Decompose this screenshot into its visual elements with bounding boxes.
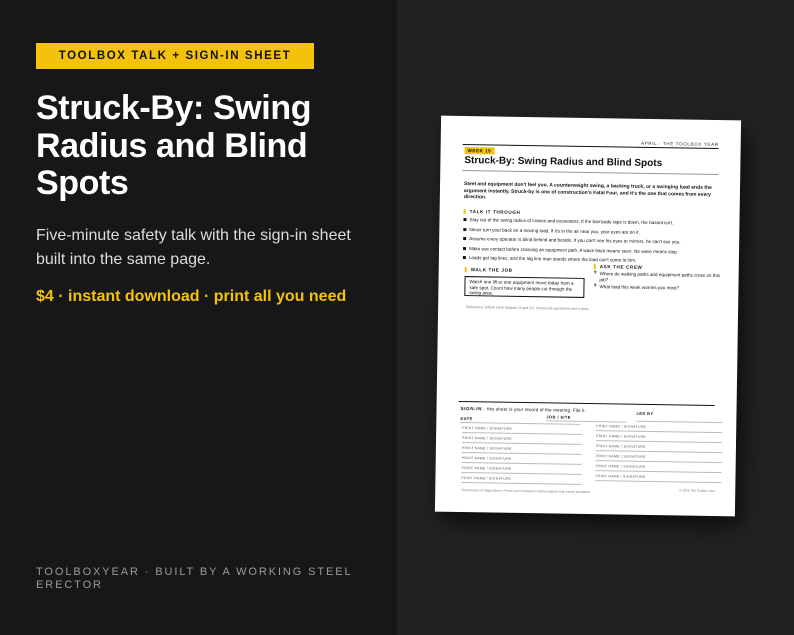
signature-line <box>596 450 722 453</box>
col-job: JOB / SITE <box>546 414 571 420</box>
signature-line <box>462 442 582 445</box>
sheet-preview <box>435 116 741 517</box>
promo-title: Struck-By: Swing Radius and Blind Spots <box>36 89 312 202</box>
signature-slot: PRINT NAME / SIGNATURE <box>462 436 512 441</box>
signature-slot: PRINT NAME / SIGNATURE <box>595 444 646 449</box>
walk-heading: WALK THE JOB <box>465 267 513 273</box>
talk-item: Loads get tag lines, and the tag line man stands where the load can't come to him. <box>463 255 725 264</box>
signin-heading <box>460 406 585 413</box>
col-date: DATE <box>460 416 473 422</box>
signature-line <box>462 432 582 435</box>
signin-rule <box>459 401 715 406</box>
talk-item: Stay out of the swing radius of cranes and excavators. If the barricade tape is down, the hazard isn't. <box>463 217 725 226</box>
signature-line <box>596 430 722 433</box>
ask-item: ? What load this week worries you most? <box>593 284 723 292</box>
signature-slot: PRINT NAME / SIGNATURE <box>596 434 646 439</box>
talk-item: Never turn your back on a moving load. If it's in the air near you, your eyes are on it. <box>463 227 725 236</box>
signature-line <box>462 462 582 465</box>
signature-slot: PRINT NAME / SIGNATURE <box>462 426 513 431</box>
signature-slot: PRINT NAME / SIGNATURE <box>595 464 646 469</box>
signature-slot: PRINT NAME / SIGNATURE <box>596 424 647 429</box>
reference-note: Reference: OSHA 1926 Subpart O and CC, motorized equipment and cranes <box>466 305 589 312</box>
field-line <box>546 420 626 422</box>
sheet-intro: Steel and equipment don't feel you. A counterweight swing, a backing truck, or a swinging load ends the argument instantly. Struck-by is one of construction's Fatal Four, and it's the one that comes from every direction. <box>463 181 712 201</box>
signature-line <box>461 482 581 485</box>
sheet-header-right: APRIL · THE TOOLBOX YEAR <box>640 140 719 148</box>
title-rule <box>462 170 718 175</box>
signature-slot: PRINT NAME / SIGNATURE <box>461 456 512 461</box>
talk-item: Make eye contact before crossing an equipment path. A wave back means seen. No wave means stop. <box>463 246 725 255</box>
signin-note: · this sheet is your record of the meeting. File it. <box>483 406 586 413</box>
walk-box: Watch one lift or one equipment move today from a safe spot. Count how many people cut through the swing area. <box>464 276 584 298</box>
talk-heading: TALK IT THROUGH <box>464 209 521 215</box>
ask-heading: ASK THE CREW <box>594 264 643 270</box>
talk-item: Assume every operator is blind behind and beside. If you can't see his eyes or mirrors, he can't see you. <box>463 236 725 245</box>
sheet-disclaimer: Training aid, not legal advice. Follow your company's safety program and current standards. <box>461 488 591 495</box>
signature-line <box>462 472 582 475</box>
signature-slot: PRINT NAME / SIGNATURE <box>461 446 512 451</box>
signature-line <box>595 480 721 483</box>
sheet-title: Struck-By: Swing Radius and Blind Spots <box>464 155 663 170</box>
signature-line <box>596 460 722 463</box>
sheet-copyright: © 2026 The Toolbox Year <box>679 488 716 494</box>
price-line: $4 · instant download · print all you need <box>36 288 347 305</box>
brand-footer: TOOLBOXYEAR · BUILT BY A WORKING STEEL ERECTOR <box>36 566 353 591</box>
signature-line <box>462 452 582 455</box>
field-line <box>636 421 722 423</box>
signin-label: SIGN-IN <box>460 406 483 412</box>
product-badge: TOOLBOX TALK + SIGN-IN SHEET <box>36 43 314 69</box>
signature-line <box>596 440 722 443</box>
signature-slot: PRINT NAME / SIGNATURE <box>595 454 646 459</box>
signature-line <box>596 470 722 473</box>
signature-slot: PRINT NAME / SIGNATURE <box>461 466 512 471</box>
col-led: LED BY <box>636 410 654 417</box>
ask-item: ? Where do walking paths and equipment paths cross on this job? <box>594 271 724 284</box>
promo-subtitle: Five-minute safety talk with the sign-in sheet built into the same page. <box>36 227 351 268</box>
signature-slot: PRINT NAME / SIGNATURE <box>595 474 646 479</box>
week-badge: WEEK 15 <box>465 147 495 154</box>
field-line <box>460 422 580 425</box>
signature-slot: PRINT NAME / SIGNATURE <box>461 476 512 481</box>
